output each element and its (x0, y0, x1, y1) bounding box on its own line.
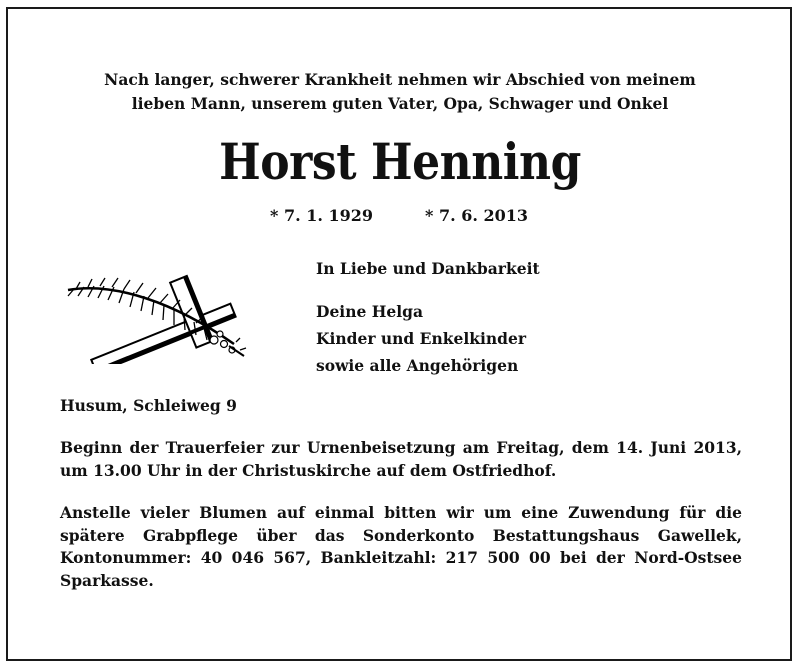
signer-line: sowie alle Angehörigen (316, 356, 519, 375)
funeral-info (60, 437, 742, 482)
signoff-text: In Liebe und Dankbarkeit (316, 259, 540, 278)
donation-line-1: Anstelle vieler Blumen auf einmal bitten wir um eine Zuwendung für die (60, 503, 742, 522)
address: Husum, Schleiweg 9 (60, 396, 237, 415)
birth-date: * 7. 1. 1929 (270, 206, 374, 225)
intro-text (0, 68, 800, 116)
signer-line: Kinder und Enkelkinder (316, 329, 526, 348)
death-date: * 7. 6. 2013 (425, 206, 529, 225)
donation-line-4: Sparkasse. (60, 570, 154, 590)
donation-info (60, 502, 742, 592)
intro-line-1: Nach langer, schwerer Krankheit nehmen wir Abschied von meinem (104, 70, 696, 89)
donation-line-3: Kontonummer: 40 046 567, Bankleitzahl: 217 500 00 bei der Nord-Ostsee (60, 548, 742, 567)
cross-with-palm-branch-icon (64, 272, 250, 364)
intro-line-2: lieben Mann, unserem guten Vater, Opa, Schwager und Onkel (131, 94, 669, 113)
donation-line-2: spätere Grabpflege über das Sonderkonto Bestattungshaus Gawellek, (60, 525, 742, 545)
funeral-line-2: um 13.00 Uhr in der Christuskirche auf dem Ostfriedhof. (60, 460, 557, 480)
deceased-name: Horst Henning (219, 132, 581, 191)
funeral-line-1: Beginn der Trauerfeier zur Urnenbeisetzung am Freitag, dem 14. Juni 2013, (60, 438, 742, 457)
signers-list (316, 298, 526, 379)
signer-line: Deine Helga (316, 302, 423, 321)
